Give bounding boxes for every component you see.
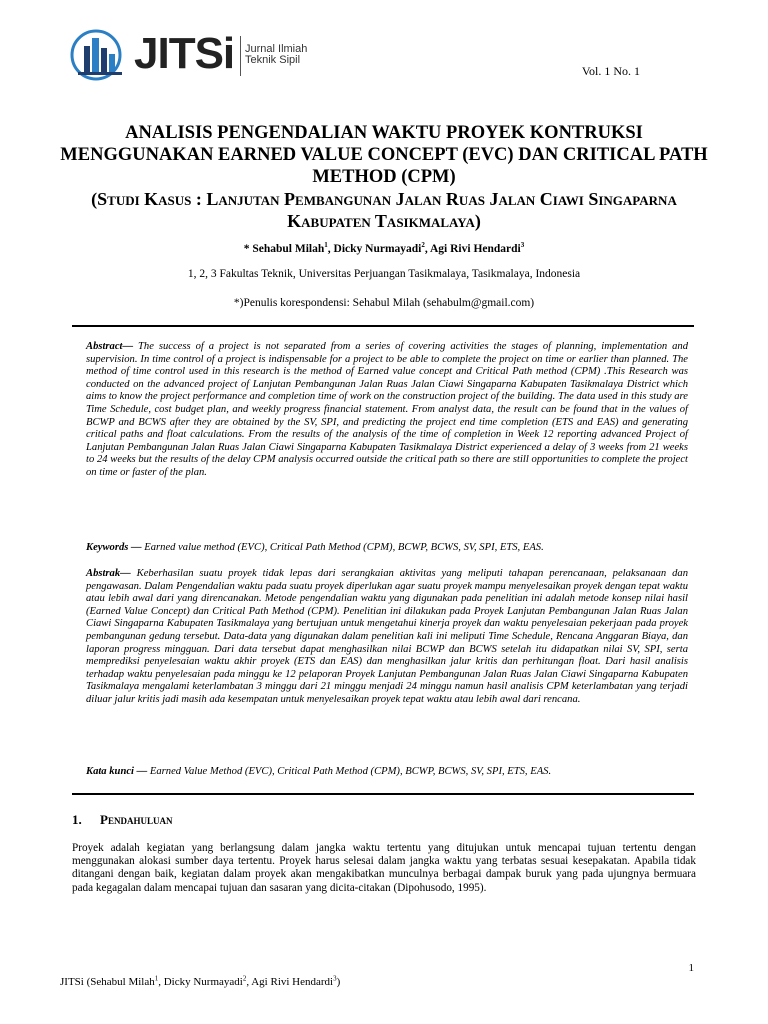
footer-sup-3: 3 <box>333 974 337 983</box>
footer-sup-2: 2 <box>242 974 247 983</box>
author-2-sup: 2 <box>421 241 425 250</box>
abstract-english-label: Abstract— <box>86 341 134 352</box>
bottom-rule <box>72 793 694 795</box>
top-rule <box>72 325 694 327</box>
affiliation: 1, 2, 3 Fakultas Teknik, Universitas Perjuangan Tasikmalaya, Tasikmalaya, Indonesia <box>187 268 581 280</box>
abstract-indonesian-label: Abstrak— <box>86 568 131 579</box>
keywords-english-label: Keywords — <box>86 542 142 553</box>
author-3-sup: 3 <box>520 241 525 250</box>
section-number: 1. <box>72 812 82 827</box>
journal-subtitle-line2: Teknik Sipil <box>245 54 301 66</box>
journal-wordmark: JITSi <box>134 29 235 78</box>
author-1: * Sehabul Milah <box>243 243 325 255</box>
footer-prefix: JITSi (Sehabul Milah <box>60 976 155 988</box>
running-footer <box>60 976 340 988</box>
footer-mid-2: , Agi Rivi Hendardi <box>246 976 334 988</box>
logo-divider <box>240 36 241 76</box>
abstract-english-text: The success of a project is not separated from a series of covering activities the stages of planning, implementation and supervision. In time control of a project is indispensable for a project to be able to complete the project on time or earlier than planned. The method of time control used in this research is the method of Earned value concept and Critical Path method (CPM) .This Research was conducted on the advanced project of Lanjutan Pembangunan Jalan Ruas Jalan Ciawi Singaparna Kabupaten Tasikmalaya District which aims to know the project performance and completion time of work on the construction project of the building. The data used in this study are Time Schedule, cost budget plan, and weekly progress financial statement. From analyst data, the result can be found that in the values of BCWP and BCWS after they are obtained by the SV, SPI, and predicting the project end time completion (ETS and EAS) and generating critical paths and float calculations. From the results of the analysis of the time of completion in Week 12 reporting advanced Project of Lanjutan Pembangunan Jalan Ruas Jalan Ciawi Singaparna Kabupaten Tasikmalaya District experienced a delay of 3 weeks from 21 weeks to 24 weeks but the results of the delay CPM analysis occurred outside the critical path so there are still opportunities to complete the project on time or faster of the plan. <box>86 341 688 478</box>
footer-suffix: ) <box>336 976 341 988</box>
keywords-indonesian-label: Kata kunci — <box>86 766 148 777</box>
volume-label: Vol. 1 No. 1 <box>581 64 640 78</box>
footer-sup-1: 1 <box>154 974 159 983</box>
paper-subtitle: (Studi Kasus : Lanjutan Pembangunan Jalan Ruas Jalan Ciawi Singaparna Kabupaten Tasikmalaya) <box>91 189 677 231</box>
footer-mid-1: , Dicky Nurmayadi <box>158 976 243 988</box>
abstract-english <box>86 341 688 480</box>
page-number: 1 <box>688 962 694 974</box>
author-list <box>0 243 768 255</box>
author-1-sup: 1 <box>324 241 328 250</box>
correspondence: *)Penulis korespondensi: Sehabul Milah (sehabulm@gmail.com) <box>233 297 535 309</box>
section-heading <box>72 812 172 828</box>
author-2: , Dicky Nurmayadi <box>327 243 422 255</box>
body-paragraph: Proyek adalah kegiatan yang berlangsung dalam jangka waktu tertentu yang ditujukan untuk mencapai tujuan tertentu dengan menggunakan alokasi sumber daya tertentu. Proyek harus selesai dalam jangka waktu yang terbatas sesuai kesepakatan. Apabila tidak ditangani dengan baik, kegiatan dalam proyek akan mengakibatkan munculnya berbagai dampak buruk yang pada ujungnya bermuara pada kegagalan dalam mencapai tujuan dan sasaran yang dicita-citakan (Dipohusodo, 1995). <box>72 842 696 894</box>
keywords-indonesian <box>86 766 688 779</box>
paper-title: ANALISIS PENGENDALIAN WAKTU PROYEK KONTRUKSI MENGGUNAKAN EARNED VALUE CONCEPT (EVC) DAN CRITICAL PATH METHOD (CPM) <box>60 123 708 187</box>
abstract-indonesian <box>86 568 688 707</box>
journal-logo <box>70 28 130 82</box>
journal-subtitle-line1: Jurnal Ilmiah <box>245 43 308 55</box>
abstract-indonesian-text: Keberhasilan suatu proyek tidak lepas dari serangkaian aktivitas yang meliputi tahapan perencanaan, pelaksanaan dan pengawasan. Dalam Pengendalian waktu pada suatu proyek diperlukan agar suatu proyek mampu menyelesaikan proyek dengan tepat waktu atau lebih awal dari yang direncanakan. Metode pengendalian waktu yang digunakan pada penelitian ini adalah metode konsep nilai hasil (Earned Value Concept) dan Critical Path Method (CPM). Penelitian ini dilakukan pada Proyek Lanjutan Pembangunan Jalan Ruas Jalan Ciawi Singaparna Kabupaten Tasikmalaya yang bertujuan untuk mengetahui kinerja proyek dan waktu penyelesaian pekerjaan pada proyek pembangunan gedung tersebut. Data-data yang digunakan dalam penelitian kali ini meliputi Time Schedule, Rencana Anggaran Biaya, dan laporan progress mingguan. Dari data tersebut dapat menghasilkan nilai BCWP dan BCWS setelah itu didapatkan nilai SV, SPI, serta memprediksi penyelesaian waktu akhir proyek (ETS dan EAS) dan menghasilkan jalur kritis dan perhitungan float. Dari hasil analisis terhadap waktu penyelesaian pada minggu ke 12 pelaporan Proyek Lanjutan Pembangunan Jalan Ruas Jalan Ciawi Singaparna Kabupaten Tasikmalaya mengalami keterlambatan 3 minggu dari 21 minggu menjadi 24 minggu namun hasil analisis CPM keterlambatan yang terjadi diluar jalur kritis jadi masih ada kesempatan untuk menyelesaikan proyek tepat waktu atau lebih awal dari rencana. <box>86 568 688 705</box>
author-3: , Agi Rivi Hendardi <box>424 243 521 255</box>
section-title: Pendahuluan <box>100 812 173 827</box>
keywords-english <box>86 542 688 555</box>
keywords-english-text: Earned value method (EVC), Critical Path Method (CPM), BCWP, BCWS, SV, SPI, ETS, EAS. <box>141 542 544 553</box>
journal-subtitle <box>245 44 307 66</box>
keywords-indonesian-text: Earned Value Method (EVC), Critical Path Method (CPM), BCWP, BCWS, SV, SPI, ETS, EAS. <box>147 766 552 777</box>
